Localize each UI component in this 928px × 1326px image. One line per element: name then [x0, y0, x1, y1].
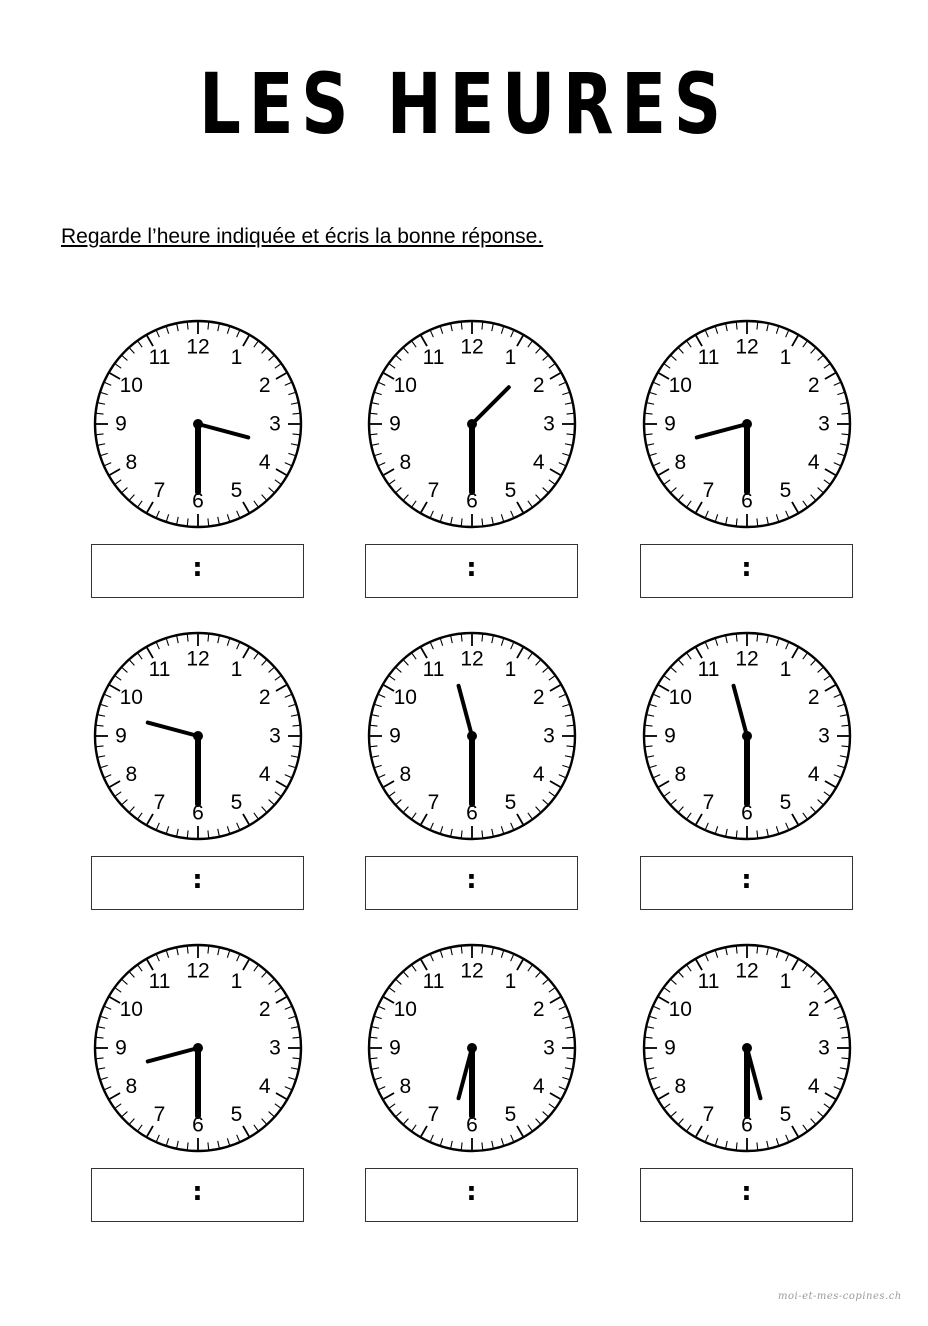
minute-tick — [841, 1058, 848, 1059]
minute-tick — [646, 725, 653, 726]
clock-number: 9 — [389, 724, 401, 748]
clock-number: 2 — [807, 998, 820, 1021]
minute-tick — [482, 635, 483, 642]
clock-face — [91, 317, 305, 531]
clock-number: 8 — [125, 451, 138, 474]
clock-number: 5 — [504, 1103, 517, 1127]
minute-tick — [292, 434, 299, 435]
clock-number: 7 — [427, 479, 440, 503]
minute-tick — [292, 413, 299, 414]
minute-tick — [566, 1058, 573, 1059]
clock-number: 7 — [702, 479, 715, 503]
minute-tick — [757, 323, 758, 330]
minute-tick — [187, 830, 188, 837]
clock-exercise — [91, 941, 305, 1241]
clock-number: 1 — [504, 345, 517, 369]
clock-number: 1 — [230, 345, 243, 369]
minute-tick — [97, 413, 104, 414]
minute-tick — [187, 635, 188, 642]
minute-tick — [566, 1037, 573, 1038]
minute-tick — [187, 518, 188, 525]
clock-number: 3 — [269, 724, 281, 748]
clock-number: 11 — [148, 345, 171, 369]
minute-tick — [566, 725, 573, 726]
clock-number: 6 — [192, 1113, 204, 1137]
clock-number: 11 — [697, 345, 720, 369]
minute-tick — [646, 746, 653, 747]
answer-separator: : — [741, 553, 752, 583]
clock-exercise — [640, 317, 854, 617]
clock-number: 4 — [258, 1075, 271, 1098]
clock-number: 9 — [664, 1036, 676, 1060]
minute-tick — [208, 518, 209, 525]
clock-number: 8 — [125, 1075, 138, 1098]
clock-number: 9 — [115, 724, 127, 748]
clock-number: 10 — [393, 686, 417, 709]
clock-number: 3 — [818, 724, 830, 748]
clock-number: 10 — [668, 686, 692, 709]
minute-tick — [292, 746, 299, 747]
minute-tick — [757, 1142, 758, 1149]
minute-tick — [757, 635, 758, 642]
minute-tick — [566, 413, 573, 414]
minute-tick — [371, 434, 378, 435]
minute-tick — [292, 1037, 299, 1038]
clock-number: 6 — [466, 489, 478, 513]
clock-number: 6 — [192, 489, 204, 513]
clock-exercise — [365, 629, 579, 929]
minute-tick — [371, 746, 378, 747]
clock-number: 3 — [543, 412, 555, 436]
clock-number: 4 — [807, 1075, 820, 1098]
clock-center — [193, 731, 203, 741]
clock-number: 5 — [779, 479, 792, 503]
clock-number: 11 — [148, 657, 171, 681]
clock-number: 12 — [735, 335, 759, 359]
clock-number: 3 — [269, 412, 281, 436]
clock-number: 5 — [504, 791, 517, 815]
clock-number: 12 — [460, 647, 484, 671]
minute-tick — [461, 1142, 462, 1149]
clock-number: 11 — [422, 345, 445, 369]
clock-number: 10 — [119, 374, 143, 397]
clock-exercise — [640, 941, 854, 1241]
clock-face — [365, 317, 579, 531]
answer-separator: : — [466, 553, 477, 583]
clock-number: 9 — [664, 412, 676, 436]
clock-number: 7 — [702, 1103, 715, 1127]
instruction-text: Regarde l’heure indiquée et écris la bonne réponse. — [61, 225, 544, 248]
clock-number: 4 — [258, 763, 271, 786]
clock-number: 8 — [674, 451, 687, 474]
clock-number: 12 — [460, 335, 484, 359]
clock-number: 12 — [186, 335, 210, 359]
minute-tick — [292, 725, 299, 726]
clock-number: 2 — [807, 374, 820, 397]
clock-number: 1 — [779, 969, 792, 993]
clock-number: 7 — [702, 791, 715, 815]
clock-number: 10 — [119, 686, 143, 709]
clock-number: 5 — [779, 791, 792, 815]
answer-separator: : — [192, 553, 203, 583]
clock-exercise — [365, 941, 579, 1241]
minute-tick — [757, 518, 758, 525]
clock-number: 7 — [153, 791, 166, 815]
clock-number: 12 — [186, 959, 210, 983]
answer-separator: : — [192, 1177, 203, 1207]
clock-number: 12 — [186, 647, 210, 671]
clock-center — [467, 1043, 477, 1053]
clock-number: 6 — [741, 489, 753, 513]
minute-tick — [736, 635, 737, 642]
answer-box[interactable] — [640, 856, 853, 910]
page-title: LES HEURES — [199, 55, 729, 153]
minute-tick — [461, 323, 462, 330]
minute-tick — [97, 1058, 104, 1059]
minute-tick — [646, 1037, 653, 1038]
clock-number: 1 — [779, 345, 792, 369]
minute-tick — [482, 323, 483, 330]
clock-face — [640, 629, 854, 843]
clock-number: 1 — [504, 969, 517, 993]
clock-number: 3 — [269, 1036, 281, 1060]
minute-tick — [736, 947, 737, 954]
clock-number: 9 — [115, 1036, 127, 1060]
clock-number: 6 — [192, 801, 204, 825]
clock-number: 2 — [258, 374, 271, 397]
answer-box[interactable] — [365, 544, 578, 598]
minute-tick — [371, 1058, 378, 1059]
clock-center — [467, 731, 477, 741]
answer-box[interactable] — [640, 1168, 853, 1222]
minute-tick — [482, 1142, 483, 1149]
minute-tick — [841, 413, 848, 414]
minute-tick — [187, 1142, 188, 1149]
clock-number: 9 — [664, 724, 676, 748]
minute-tick — [482, 947, 483, 954]
clock-number: 4 — [807, 763, 820, 786]
answer-box[interactable] — [365, 856, 578, 910]
minute-tick — [646, 434, 653, 435]
clock-exercise — [91, 629, 305, 929]
minute-tick — [841, 746, 848, 747]
clock-face — [365, 941, 579, 1155]
clock-number: 4 — [532, 1075, 545, 1098]
answer-separator: : — [192, 865, 203, 895]
clock-number: 12 — [735, 959, 759, 983]
clock-number: 3 — [818, 1036, 830, 1060]
clock-number: 9 — [389, 1036, 401, 1060]
clock-number: 6 — [741, 801, 753, 825]
clock-number: 10 — [119, 998, 143, 1021]
minute-tick — [97, 434, 104, 435]
minute-tick — [461, 635, 462, 642]
clock-number: 10 — [393, 374, 417, 397]
minute-tick — [482, 518, 483, 525]
clock-number: 8 — [674, 1075, 687, 1098]
clock-exercise — [640, 629, 854, 929]
minute-tick — [187, 323, 188, 330]
clock-number: 6 — [466, 801, 478, 825]
clock-number: 9 — [389, 412, 401, 436]
minute-tick — [736, 1142, 737, 1149]
minute-tick — [371, 725, 378, 726]
clock-number: 1 — [504, 657, 517, 681]
minute-tick — [208, 947, 209, 954]
clock-number: 4 — [807, 451, 820, 474]
minute-tick — [841, 434, 848, 435]
clock-number: 3 — [543, 724, 555, 748]
answer-box[interactable] — [91, 856, 304, 910]
clock-number: 7 — [153, 479, 166, 503]
clock-number: 1 — [779, 657, 792, 681]
clock-number: 11 — [697, 969, 720, 993]
minute-tick — [841, 725, 848, 726]
answer-separator: : — [741, 1177, 752, 1207]
clock-face — [640, 317, 854, 531]
clock-number: 11 — [422, 969, 445, 993]
clock-number: 7 — [153, 1103, 166, 1127]
clock-center — [193, 1043, 203, 1053]
minute-tick — [646, 1058, 653, 1059]
clock-center — [742, 419, 752, 429]
minute-tick — [187, 947, 188, 954]
clock-number: 2 — [532, 686, 545, 709]
answer-box[interactable] — [640, 544, 853, 598]
minute-tick — [97, 746, 104, 747]
clock-number: 10 — [668, 374, 692, 397]
clock-number: 8 — [674, 763, 687, 786]
clock-number: 12 — [460, 959, 484, 983]
clock-face — [640, 941, 854, 1155]
answer-separator: : — [466, 1177, 477, 1207]
minute-tick — [646, 413, 653, 414]
clock-exercise — [365, 317, 579, 617]
clock-number: 5 — [779, 1103, 792, 1127]
minute-tick — [208, 1142, 209, 1149]
clock-number: 6 — [741, 1113, 753, 1137]
clock-number: 2 — [258, 998, 271, 1021]
minute-tick — [97, 725, 104, 726]
answer-box[interactable] — [91, 544, 304, 598]
clock-center — [193, 419, 203, 429]
minute-tick — [736, 518, 737, 525]
clock-number: 7 — [427, 791, 440, 815]
minute-tick — [757, 947, 758, 954]
clock-number: 2 — [807, 686, 820, 709]
clock-number: 5 — [504, 479, 517, 503]
clock-number: 1 — [230, 969, 243, 993]
minute-tick — [482, 830, 483, 837]
clock-face — [365, 629, 579, 843]
minute-tick — [97, 1037, 104, 1038]
clock-number: 4 — [258, 451, 271, 474]
clock-face — [91, 941, 305, 1155]
clock-number: 5 — [230, 1103, 243, 1127]
minute-tick — [736, 323, 737, 330]
clock-number: 11 — [422, 657, 445, 681]
clock-number: 3 — [818, 412, 830, 436]
minute-tick — [566, 434, 573, 435]
clock-face — [91, 629, 305, 843]
minute-tick — [461, 830, 462, 837]
clock-number: 8 — [399, 1075, 412, 1098]
answer-box[interactable] — [91, 1168, 304, 1222]
clock-number: 2 — [532, 374, 545, 397]
clock-number: 8 — [125, 763, 138, 786]
minute-tick — [371, 1037, 378, 1038]
clock-number: 3 — [543, 1036, 555, 1060]
minute-tick — [208, 830, 209, 837]
minute-tick — [292, 1058, 299, 1059]
clock-number: 8 — [399, 451, 412, 474]
clock-number: 4 — [532, 763, 545, 786]
minute-tick — [461, 947, 462, 954]
clock-number: 4 — [532, 451, 545, 474]
clock-center — [742, 1043, 752, 1053]
minute-tick — [841, 1037, 848, 1038]
clock-number: 5 — [230, 479, 243, 503]
clock-number: 7 — [427, 1103, 440, 1127]
answer-box[interactable] — [365, 1168, 578, 1222]
minute-tick — [461, 518, 462, 525]
clock-number: 2 — [258, 686, 271, 709]
minute-tick — [566, 746, 573, 747]
clock-number: 6 — [466, 1113, 478, 1137]
clock-center — [467, 419, 477, 429]
clock-number: 10 — [668, 998, 692, 1021]
clock-center — [742, 731, 752, 741]
minute-tick — [208, 635, 209, 642]
clock-number: 9 — [115, 412, 127, 436]
clock-number: 5 — [230, 791, 243, 815]
clock-number: 11 — [148, 969, 171, 993]
clock-number: 12 — [735, 647, 759, 671]
clock-number: 1 — [230, 657, 243, 681]
answer-separator: : — [466, 865, 477, 895]
site-credit: moi-et-mes-copines.ch — [778, 1291, 902, 1302]
minute-tick — [757, 830, 758, 837]
clock-exercise — [91, 317, 305, 617]
minute-tick — [208, 323, 209, 330]
minute-tick — [736, 830, 737, 837]
minute-tick — [371, 413, 378, 414]
clock-number: 2 — [532, 998, 545, 1021]
clock-number: 8 — [399, 763, 412, 786]
clock-number: 10 — [393, 998, 417, 1021]
clock-number: 11 — [697, 657, 720, 681]
answer-separator: : — [741, 865, 752, 895]
